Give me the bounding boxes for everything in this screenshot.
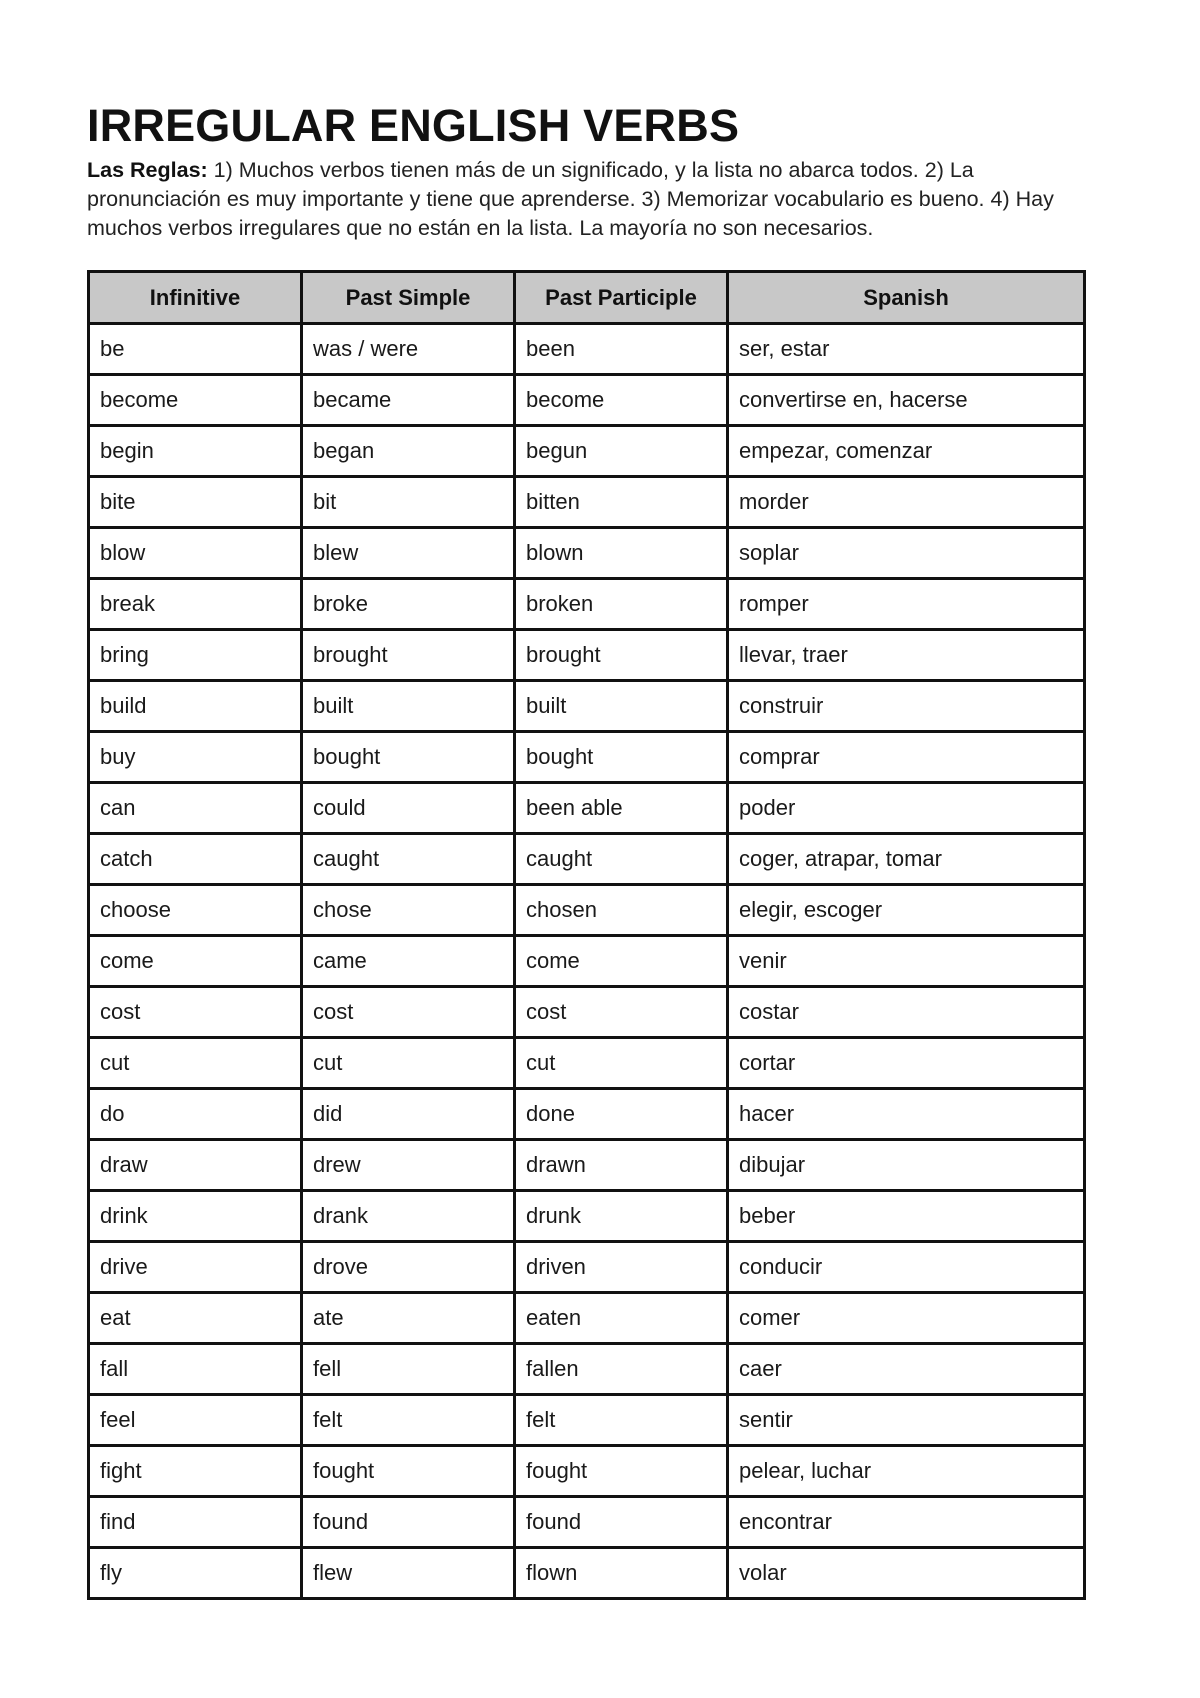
cell-past-simple: became (302, 375, 515, 426)
cell-past-participle: been (515, 324, 728, 375)
table-row (89, 426, 1085, 477)
table-row (89, 579, 1085, 630)
cell-past-simple: blew (302, 528, 515, 579)
cell-infinitive: become (89, 375, 302, 426)
cell-spanish: coger, atrapar, tomar (728, 834, 1085, 885)
rules-text: 1) Muchos verbos tienen más de un significado, y la lista no abarca todos. 2) La pronunciación es muy importante y tiene que aprenderse. 3) Memorizar vocabulario es bueno. 4) Hay muchos verbos irregulares que no están en la lista. La mayoría no son necesarios. (87, 158, 1054, 240)
cell-past-participle: driven (515, 1242, 728, 1293)
cell-infinitive: find (89, 1497, 302, 1548)
cell-past-simple: bought (302, 732, 515, 783)
cell-past-participle: fought (515, 1446, 728, 1497)
cell-spanish: cortar (728, 1038, 1085, 1089)
table-row (89, 630, 1085, 681)
cell-past-simple: chose (302, 885, 515, 936)
cell-spanish: soplar (728, 528, 1085, 579)
table-row (89, 681, 1085, 732)
cell-past-participle: eaten (515, 1293, 728, 1344)
cell-spanish: comprar (728, 732, 1085, 783)
cell-past-participle: come (515, 936, 728, 987)
cell-past-participle: chosen (515, 885, 728, 936)
cell-past-participle: flown (515, 1548, 728, 1599)
cell-past-participle: found (515, 1497, 728, 1548)
cell-past-simple: found (302, 1497, 515, 1548)
cell-past-simple: caught (302, 834, 515, 885)
cell-spanish: costar (728, 987, 1085, 1038)
cell-past-participle: cut (515, 1038, 728, 1089)
document-page (87, 100, 1087, 1585)
cell-past-simple: built (302, 681, 515, 732)
cell-past-simple: fell (302, 1344, 515, 1395)
cell-past-participle: built (515, 681, 728, 732)
cell-infinitive: fight (89, 1446, 302, 1497)
cell-past-participle: blown (515, 528, 728, 579)
table-row (89, 1395, 1085, 1446)
cell-past-simple: came (302, 936, 515, 987)
column-header-past-participle: Past Participle (515, 272, 728, 324)
cell-spanish: caer (728, 1344, 1085, 1395)
cell-spanish: volar (728, 1548, 1085, 1599)
table-row (89, 477, 1085, 528)
column-header-spanish: Spanish (728, 272, 1085, 324)
cell-spanish: venir (728, 936, 1085, 987)
cell-past-simple: cut (302, 1038, 515, 1089)
cell-spanish: construir (728, 681, 1085, 732)
table-row (89, 783, 1085, 834)
cell-past-simple: felt (302, 1395, 515, 1446)
cell-spanish: llevar, traer (728, 630, 1085, 681)
table-row (89, 936, 1085, 987)
cell-infinitive: break (89, 579, 302, 630)
cell-past-simple: cost (302, 987, 515, 1038)
cell-spanish: sentir (728, 1395, 1085, 1446)
table-row (89, 1548, 1085, 1599)
cell-past-participle: felt (515, 1395, 728, 1446)
table-row (89, 1293, 1085, 1344)
cell-spanish: empezar, comenzar (728, 426, 1085, 477)
cell-infinitive: blow (89, 528, 302, 579)
cell-past-participle: broken (515, 579, 728, 630)
irregular-verbs-table (87, 270, 1086, 1600)
cell-past-simple: flew (302, 1548, 515, 1599)
cell-past-participle: drawn (515, 1140, 728, 1191)
cell-infinitive: buy (89, 732, 302, 783)
cell-past-participle: drunk (515, 1191, 728, 1242)
cell-past-participle: cost (515, 987, 728, 1038)
table-row (89, 987, 1085, 1038)
column-header-infinitive: Infinitive (89, 272, 302, 324)
cell-past-participle: caught (515, 834, 728, 885)
cell-spanish: conducir (728, 1242, 1085, 1293)
rules-paragraph (87, 156, 1107, 243)
cell-spanish: poder (728, 783, 1085, 834)
cell-past-participle: brought (515, 630, 728, 681)
cell-infinitive: begin (89, 426, 302, 477)
cell-infinitive: cost (89, 987, 302, 1038)
table-row (89, 1038, 1085, 1089)
cell-spanish: dibujar (728, 1140, 1085, 1191)
cell-infinitive: bring (89, 630, 302, 681)
cell-past-simple: drew (302, 1140, 515, 1191)
cell-infinitive: do (89, 1089, 302, 1140)
cell-past-simple: drove (302, 1242, 515, 1293)
table-row (89, 528, 1085, 579)
cell-spanish: elegir, escoger (728, 885, 1085, 936)
table-row (89, 1191, 1085, 1242)
table-header-row (89, 272, 1085, 324)
table-row (89, 885, 1085, 936)
cell-past-participle: begun (515, 426, 728, 477)
cell-infinitive: feel (89, 1395, 302, 1446)
table-row (89, 834, 1085, 885)
cell-past-participle: become (515, 375, 728, 426)
cell-infinitive: draw (89, 1140, 302, 1191)
cell-past-simple: bit (302, 477, 515, 528)
table-row (89, 1089, 1085, 1140)
cell-infinitive: catch (89, 834, 302, 885)
cell-past-simple: broke (302, 579, 515, 630)
table-row (89, 1446, 1085, 1497)
cell-past-participle: bought (515, 732, 728, 783)
cell-infinitive: choose (89, 885, 302, 936)
cell-spanish: romper (728, 579, 1085, 630)
table-row (89, 1497, 1085, 1548)
cell-spanish: convertirse en, hacerse (728, 375, 1085, 426)
cell-spanish: pelear, luchar (728, 1446, 1085, 1497)
cell-past-participle: fallen (515, 1344, 728, 1395)
cell-infinitive: cut (89, 1038, 302, 1089)
cell-spanish: beber (728, 1191, 1085, 1242)
cell-infinitive: be (89, 324, 302, 375)
cell-infinitive: fly (89, 1548, 302, 1599)
cell-spanish: hacer (728, 1089, 1085, 1140)
cell-infinitive: build (89, 681, 302, 732)
cell-spanish: encontrar (728, 1497, 1085, 1548)
cell-infinitive: bite (89, 477, 302, 528)
cell-spanish: morder (728, 477, 1085, 528)
cell-past-simple: began (302, 426, 515, 477)
cell-infinitive: drive (89, 1242, 302, 1293)
rules-label: Las Reglas: (87, 158, 208, 182)
page-title: IRREGULAR ENGLISH VERBS (87, 100, 740, 151)
cell-past-simple: fought (302, 1446, 515, 1497)
table-row (89, 324, 1085, 375)
cell-past-participle: done (515, 1089, 728, 1140)
cell-past-simple: brought (302, 630, 515, 681)
cell-past-simple: was / were (302, 324, 515, 375)
table-body (89, 324, 1085, 1599)
cell-past-simple: could (302, 783, 515, 834)
cell-past-simple: did (302, 1089, 515, 1140)
cell-past-simple: ate (302, 1293, 515, 1344)
cell-infinitive: come (89, 936, 302, 987)
cell-past-participle: bitten (515, 477, 728, 528)
cell-spanish: ser, estar (728, 324, 1085, 375)
cell-infinitive: fall (89, 1344, 302, 1395)
cell-past-simple: drank (302, 1191, 515, 1242)
column-header-past-simple: Past Simple (302, 272, 515, 324)
table-row (89, 1140, 1085, 1191)
table-row (89, 732, 1085, 783)
cell-past-participle: been able (515, 783, 728, 834)
cell-spanish: comer (728, 1293, 1085, 1344)
cell-infinitive: eat (89, 1293, 302, 1344)
table-row (89, 1242, 1085, 1293)
cell-infinitive: drink (89, 1191, 302, 1242)
table-row (89, 375, 1085, 426)
cell-infinitive: can (89, 783, 302, 834)
table-row (89, 1344, 1085, 1395)
